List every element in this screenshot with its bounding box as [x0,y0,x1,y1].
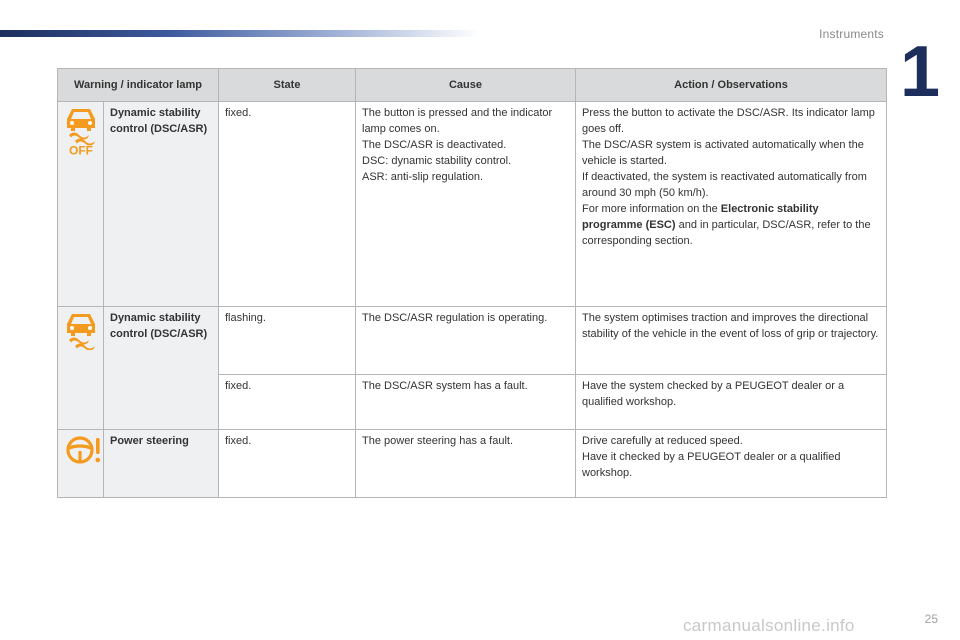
table-row [58,102,887,307]
header-lamp: Warning / indicator lamp [58,69,219,102]
header-accent-bar [0,30,480,37]
state-cell: fixed. [219,430,356,498]
state-cell: fixed. [219,102,356,307]
cause-cell: The button is pressed and the indicator lamp comes on. The DSC/ASR is deactivated. DSC: dynamic stability control. ASR: anti-slip regulation. [356,102,576,307]
dsc-icon [64,310,97,350]
warning-lamps-table [57,68,887,498]
lamp-name: Dynamic stability control (DSC/ASR) [104,307,219,430]
table-row [58,430,887,498]
section-title: Instruments [819,27,884,41]
icon-cell [58,307,104,430]
cause-cell: The DSC/ASR system has a fault. [356,375,576,430]
cause-cell: The DSC/ASR regulation is operating. [356,307,576,375]
lamp-name: Power steering [104,430,219,498]
power-steering-icon [64,433,97,467]
state-cell: fixed. [219,375,356,430]
chapter-number: 1 [900,32,941,112]
page-number: 25 [924,612,938,626]
action-cell: Press the button to activate the DSC/ASR. Its indicator lamp goes off. The DSC/ASR system is activated automatically when the vehicle is started. If deactivated, the system is reactivated automatically from around 30 mph (50 km/h). For more information on the Electronic stability programme (ESC) and in particular, DSC/ASR, refer to the corresponding section. [576,102,887,307]
cause-cell: The power steering has a fault. [356,430,576,498]
state-cell: flashing. [219,307,356,375]
header-action: Action / Observations [576,69,887,102]
header-state: State [219,69,356,102]
reference-link-text: Electronic stability programme (ESC) [582,203,819,231]
dsc-off-icon [64,105,97,155]
table-row [58,307,887,375]
lamp-name: Dynamic stability control (DSC/ASR) [104,102,219,307]
watermark: carmanualsonline.info [683,616,855,635]
table-header-row [58,69,887,102]
reference-text: For more information on the Electronic stability programme (ESC) and in particular, DSC/ASR, refer to the corresponding section. [582,203,871,247]
icon-cell [58,430,104,498]
icon-cell [58,102,104,307]
header-cause: Cause [356,69,576,102]
svg-text:OFF: OFF [69,143,93,155]
action-cell: The system optimises traction and improves the directional stability of the vehicle in the event of loss of grip or trajectory. [576,307,887,375]
action-cell: Have the system checked by a PEUGEOT dealer or a qualified workshop. [576,375,887,430]
action-cell: Drive carefully at reduced speed. Have it checked by a PEUGEOT dealer or a qualified workshop. [576,430,887,498]
